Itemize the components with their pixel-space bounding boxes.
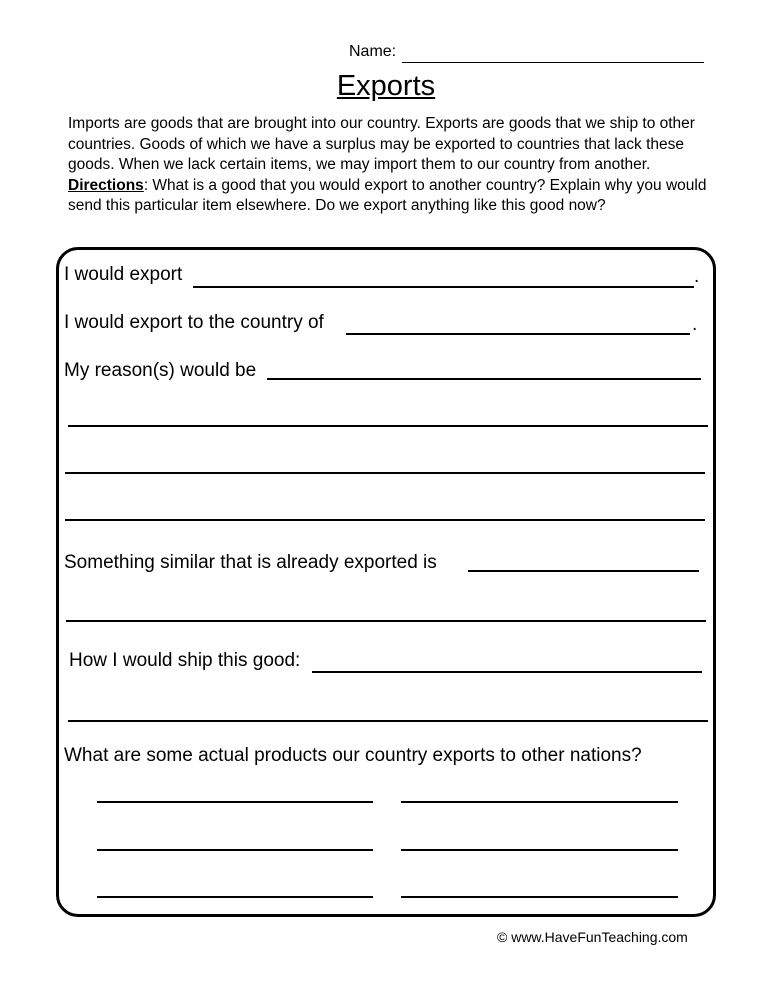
copyright-footer: © www.HaveFunTeaching.com <box>497 929 688 945</box>
actual-exports-answer-line[interactable] <box>401 849 678 851</box>
actual-exports-answer-line[interactable] <box>97 801 373 803</box>
question-similar-export: Something similar that is already exported is <box>64 552 437 573</box>
answer-box <box>56 247 716 917</box>
question-actual-exports: What are some actual products our country exports to other nations? <box>64 745 642 766</box>
directions-label: Directions <box>68 176 144 194</box>
period: . <box>694 266 700 287</box>
actual-exports-answer-line[interactable] <box>97 849 373 851</box>
similar-export-answer-line[interactable] <box>468 570 699 572</box>
question-shipping: How I would ship this good: <box>69 650 301 671</box>
page-title: Exports <box>336 70 436 102</box>
reasons-answer-line[interactable] <box>65 472 705 474</box>
reasons-answer-line[interactable] <box>65 519 705 521</box>
shipping-answer-line[interactable] <box>68 720 708 722</box>
actual-exports-answer-line[interactable] <box>401 896 678 898</box>
period: . <box>692 314 698 335</box>
directions-text: : What is a good that you would export to another country? Explain why you would send this particular item elsewhere. Do we export anything like this good now? <box>68 176 707 214</box>
actual-exports-answer-line[interactable] <box>97 896 373 898</box>
name-field[interactable] <box>402 62 704 63</box>
intro-paragraph: Imports are goods that are brought into our country. Exports are goods that we ship to other countries. Goods of which we have a surplus may be exported to countries that lack these goods. When we lack certain items, we may import them to our country from another. <box>68 115 695 173</box>
question-reasons: My reason(s) would be <box>64 360 257 381</box>
reasons-answer-line[interactable] <box>267 378 701 380</box>
name-label: Name: <box>349 43 397 60</box>
shipping-answer-line[interactable] <box>312 671 702 673</box>
question-export-country: I would export to the country of <box>64 312 324 333</box>
actual-exports-answer-line[interactable] <box>401 801 678 803</box>
question-export-good: I would export <box>64 264 183 285</box>
reasons-answer-line[interactable] <box>68 425 708 427</box>
export-country-answer-line[interactable] <box>346 333 690 335</box>
intro-text <box>68 114 718 217</box>
similar-export-answer-line[interactable] <box>66 620 706 622</box>
export-good-answer-line[interactable] <box>193 286 694 288</box>
